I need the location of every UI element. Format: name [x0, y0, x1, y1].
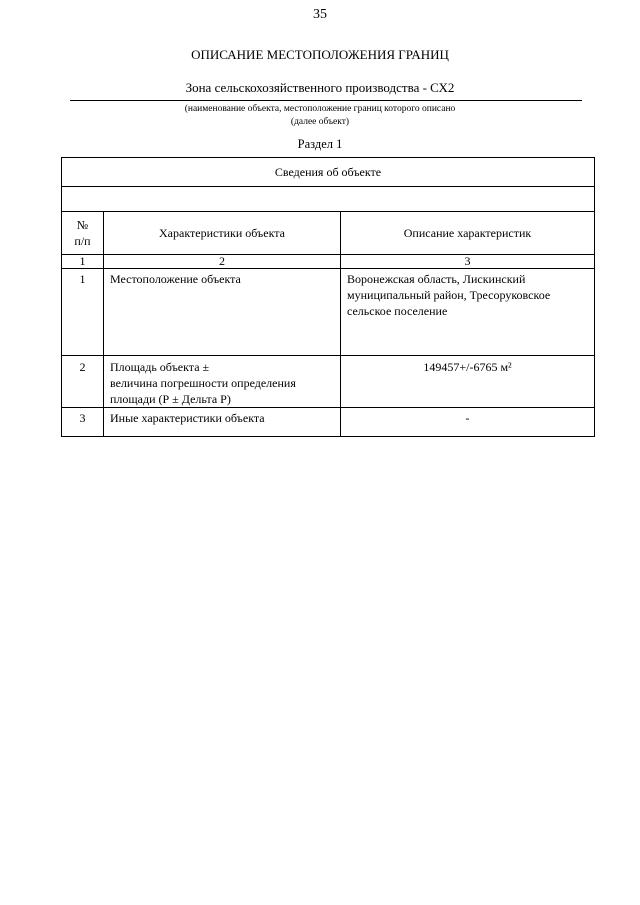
- row-description: -: [341, 408, 595, 437]
- row-description: 149457+/-6765 м²: [341, 356, 595, 408]
- object-note-line-2: (далее объект): [290, 117, 350, 127]
- object-note: [0, 103, 640, 129]
- zone-name: Зона сельскохозяйственного производства - СХ2: [185, 80, 455, 95]
- table-header: Сведения об объекте: [62, 158, 595, 187]
- row-characteristic: Площадь объекта ± величина погрешности определения площади (Р ± Дельта Р): [104, 356, 341, 408]
- table-row: [62, 356, 595, 408]
- table-empty-row: [62, 187, 595, 212]
- column-number-row: [62, 255, 595, 269]
- column-number-3: 3: [341, 255, 595, 269]
- page-number: 35: [313, 7, 327, 22]
- row-num: 1: [62, 269, 104, 356]
- table-row: [62, 269, 595, 356]
- row-characteristic: Местоположение объекта: [104, 269, 341, 356]
- column-number-2: 2: [104, 255, 341, 269]
- document-title: ОПИСАНИЕ МЕСТОПОЛОЖЕНИЯ ГРАНИЦ: [191, 47, 449, 62]
- object-note-line-1: (наименование объекта, местоположение границ которого описано: [184, 104, 456, 114]
- column-header-num: № п/п: [62, 212, 104, 255]
- section-title: Раздел 1: [297, 137, 343, 151]
- zone-underline: [70, 100, 582, 101]
- row-description: Воронежская область, Лискинский муниципальный район, Тресоруковское сельское поселение: [341, 269, 595, 356]
- column-number-1: 1: [62, 255, 104, 269]
- column-header-row: [62, 212, 595, 255]
- row-characteristic: Иные характеристики объекта: [104, 408, 341, 437]
- column-header-characteristic: Характеристики объекта: [104, 212, 341, 255]
- table-empty-cell: [62, 187, 595, 212]
- object-info-table: [61, 157, 595, 437]
- table-row: [62, 408, 595, 437]
- row-num: 2: [62, 356, 104, 408]
- row-num: 3: [62, 408, 104, 437]
- table-header-row: [62, 158, 595, 187]
- column-header-description: Описание характеристик: [341, 212, 595, 255]
